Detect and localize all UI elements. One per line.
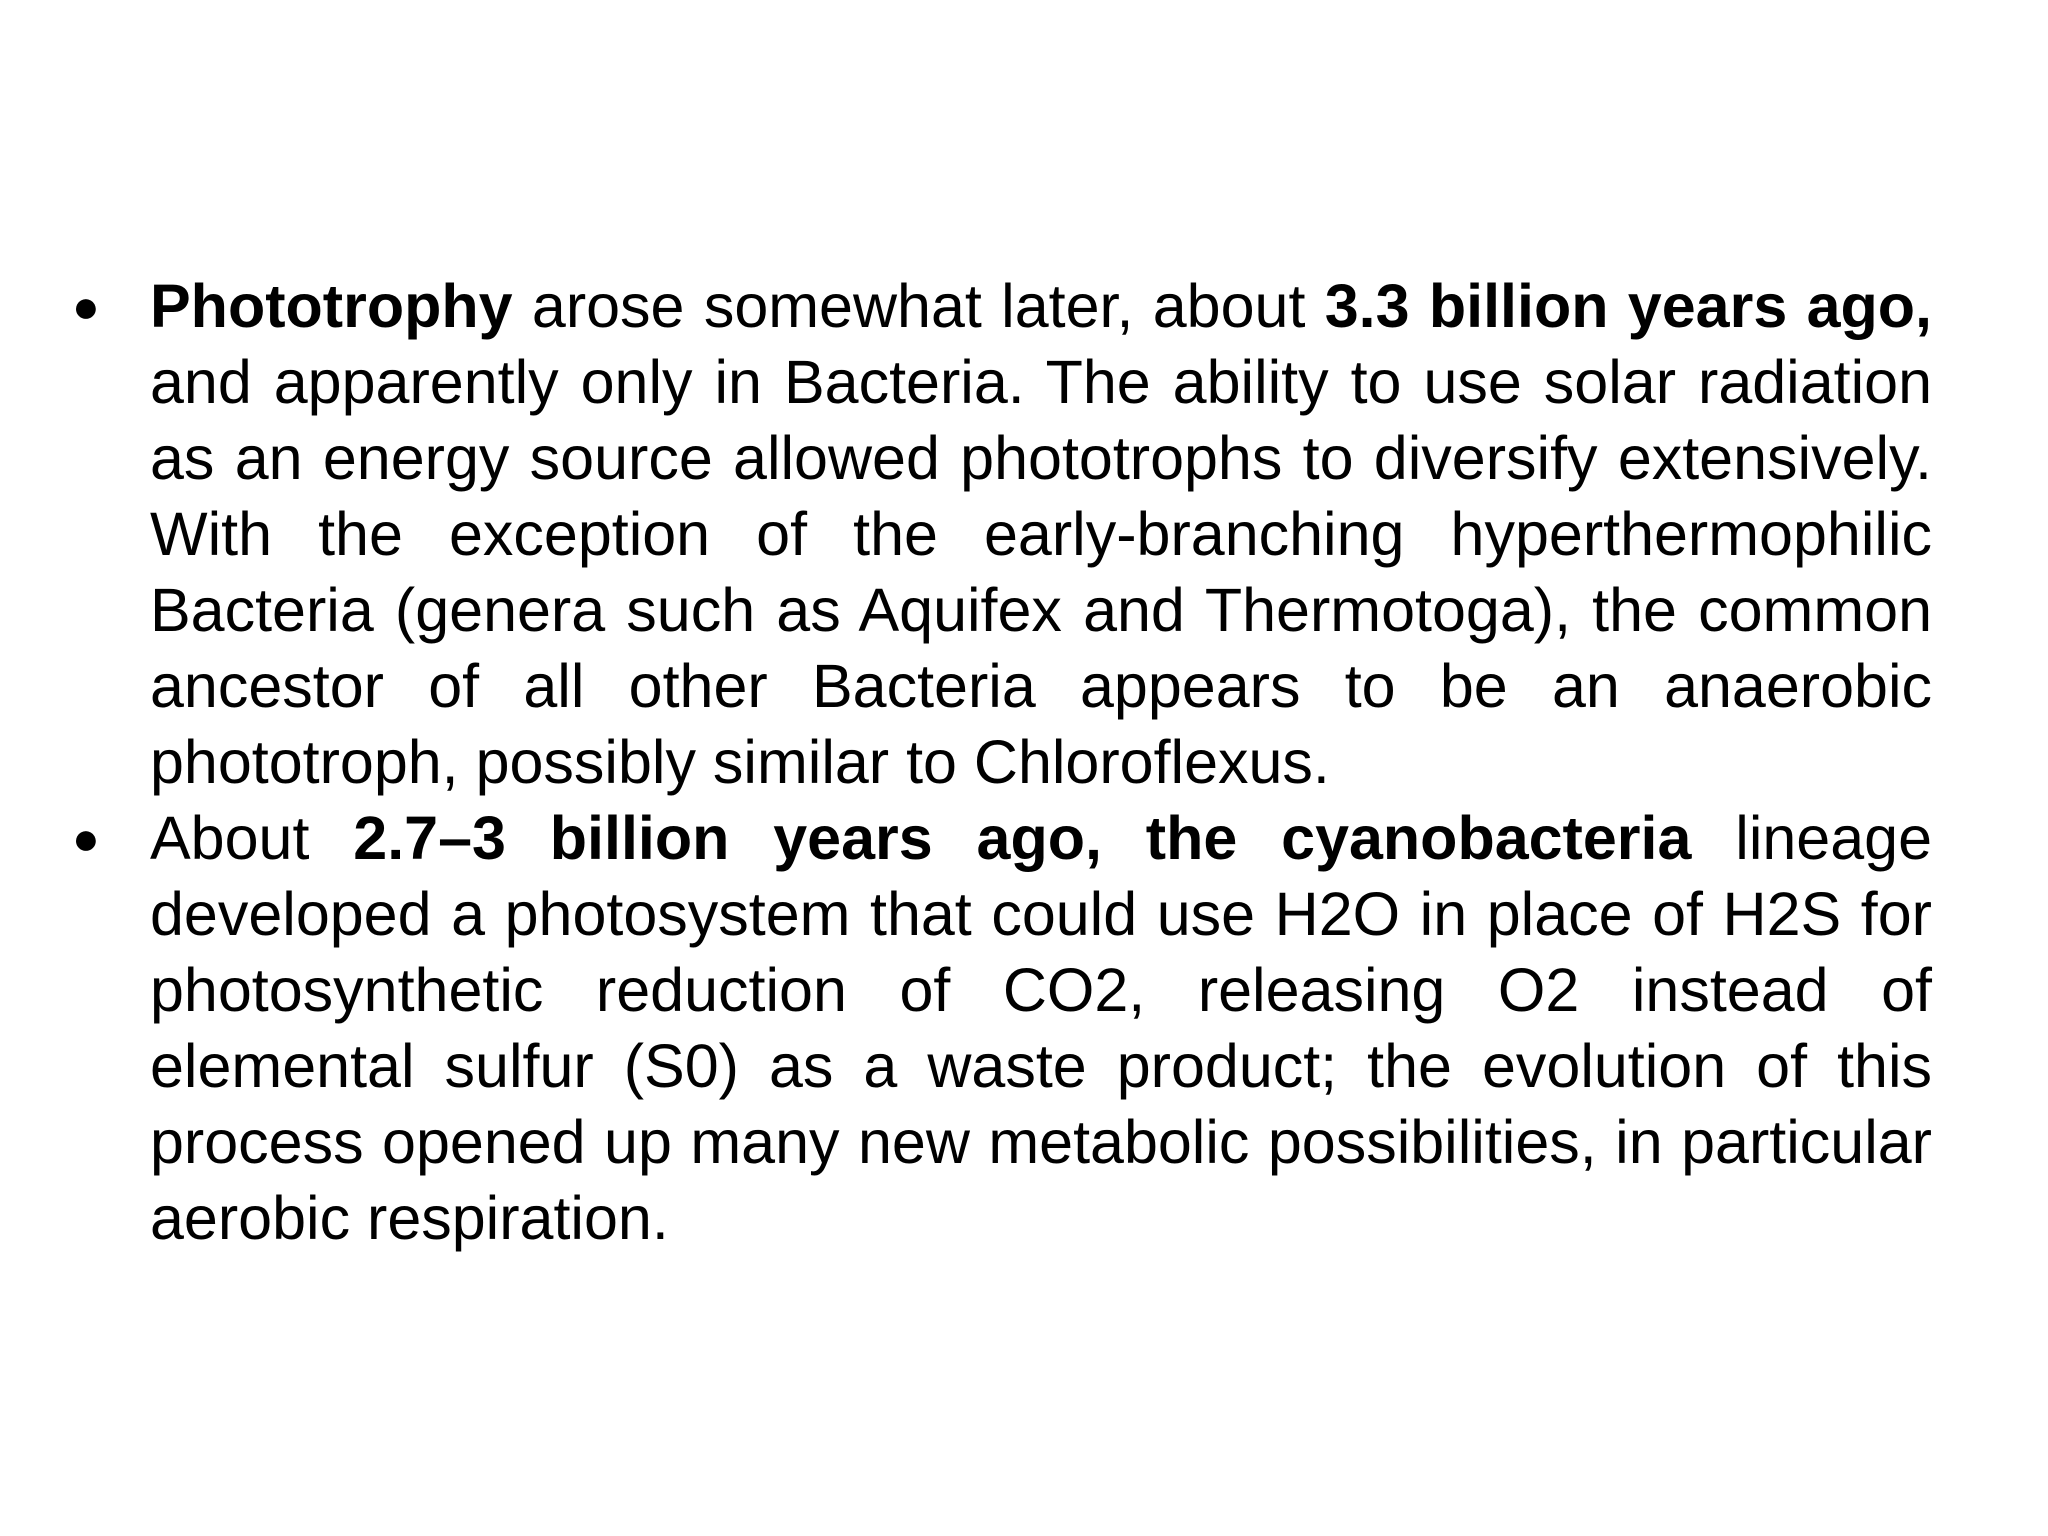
text-run: About — [150, 804, 354, 872]
bullet-text — [150, 804, 1932, 1252]
text-run: arose somewhat later, about — [512, 272, 1325, 340]
bullet-cyanobacteria — [70, 800, 1932, 1256]
bold-phrase: Phototrophy — [150, 272, 513, 340]
bullet-text — [150, 272, 1932, 796]
bullet-list — [70, 268, 1932, 1256]
text-run: lineage developed a photosystem that could use H2O in place of H2S for photosynthetic reduction of CO2, releasing O2 instead of elemental sulfur (S0) as a waste product; the evolution of this process opened up many new metabolic possibilities, in particular aerobic respiration. — [150, 804, 1932, 1252]
bullet-marker: ● — [72, 812, 100, 864]
text-run: and apparently only in Bacteria. The ability to use solar radiation as an energy source allowed phototrophs to diversify extensively. With the exception of the early-branching hyperthermophilic Bacteria (genera such as Aquifex and Thermotoga), the common ancestor of all other Bacteria appears to be an anaerobic phototroph, possibly similar to Chloroflexus. — [150, 348, 1932, 796]
bold-phrase: 3.3 billion years ago, — [1324, 272, 1932, 340]
bullet-marker: ● — [72, 280, 100, 332]
bullet-phototrophy — [70, 268, 1932, 800]
bold-phrase: 2.7–3 billion years ago, the cyanobacteria — [353, 804, 1692, 872]
